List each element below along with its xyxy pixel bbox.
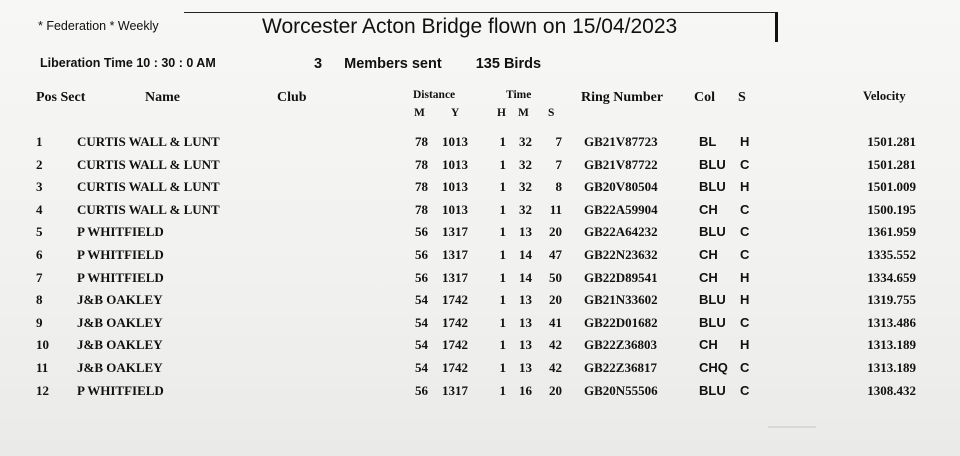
row-colour: CH — [699, 337, 718, 353]
row-time-h: 1 — [499, 292, 506, 308]
row-sex: H — [740, 292, 750, 308]
row-sex: C — [740, 156, 750, 172]
row-colour: BLU — [699, 314, 726, 330]
col-time: Time — [506, 89, 532, 101]
row-time-s: 41 — [549, 314, 562, 330]
row-time-s: 20 — [549, 224, 562, 240]
row-colour: CH — [699, 201, 718, 217]
table-row — [0, 202, 960, 224]
row-name: P WHITFIELD — [77, 247, 164, 262]
row-ring-number: GB22Z36817 — [584, 360, 657, 375]
row-distance-m: 54 — [415, 314, 428, 330]
row-time-m: 32 — [519, 134, 532, 149]
row-time-h: 1 — [499, 269, 506, 285]
row-position: 12 — [36, 382, 49, 398]
birds-count: 135 Birds — [475, 56, 542, 72]
row-velocity: 1334.659 — [867, 269, 916, 285]
row-name: J&B OAKLEY — [77, 292, 163, 308]
table-row — [0, 315, 960, 337]
row-velocity: 1335.552 — [867, 247, 916, 262]
row-distance-y: 1013 — [442, 201, 468, 217]
row-distance-m: 78 — [415, 179, 428, 195]
row-position: 2 — [36, 156, 43, 172]
row-time-h: 1 — [499, 201, 506, 217]
col-distance-y: Y — [451, 107, 460, 119]
col-sex: S — [738, 90, 746, 105]
table-row — [0, 337, 960, 359]
row-position: 8 — [36, 292, 43, 308]
row-velocity: 1501.009 — [867, 179, 916, 195]
row-colour: BLU — [699, 292, 726, 308]
scan-mark — [768, 426, 816, 428]
row-time-m: 13 — [519, 292, 532, 308]
row-sex: C — [740, 360, 750, 375]
row-time-m: 13 — [519, 314, 532, 330]
row-ring-number: GB22D01682 — [584, 314, 658, 330]
col-time-s: S — [548, 107, 555, 119]
row-velocity: 1313.189 — [867, 337, 916, 353]
row-name: J&B OAKLEY — [77, 314, 163, 330]
row-distance-m: 54 — [415, 292, 428, 308]
col-time-m: M — [518, 107, 529, 119]
row-time-s: 11 — [549, 201, 562, 217]
row-colour: BLU — [699, 156, 726, 172]
row-name: CURTIS WALL & LUNT — [77, 201, 220, 217]
row-time-h: 1 — [499, 337, 506, 353]
row-distance-m: 56 — [415, 382, 428, 398]
row-distance-m: 78 — [415, 201, 428, 217]
row-name: CURTIS WALL & LUNT — [77, 156, 220, 172]
row-ring-number: GB21V87722 — [584, 156, 658, 172]
row-position: 3 — [36, 179, 43, 195]
liberation-time: Liberation Time 10 : 30 : 0 AM — [40, 56, 216, 70]
row-time-h: 1 — [499, 156, 506, 172]
table-row — [0, 292, 960, 314]
row-distance-y: 1013 — [442, 179, 468, 195]
row-distance-y: 1742 — [442, 292, 468, 308]
table-row — [0, 247, 960, 269]
col-velocity: Velocity — [863, 89, 906, 103]
row-colour: BLU — [699, 382, 726, 398]
row-time-s: 7 — [555, 134, 562, 149]
row-velocity: 1313.189 — [867, 360, 916, 375]
row-time-h: 1 — [499, 179, 506, 195]
col-club: Club — [277, 90, 307, 105]
row-name: J&B OAKLEY — [77, 360, 163, 375]
row-distance-y: 1317 — [442, 269, 468, 285]
row-time-s: 50 — [549, 269, 562, 285]
table-row — [0, 157, 960, 179]
table-row — [0, 224, 960, 246]
row-distance-y: 1317 — [442, 247, 468, 262]
row-sex: H — [740, 179, 750, 195]
row-time-s: 8 — [555, 179, 562, 195]
row-colour: BLU — [699, 179, 726, 195]
table-row — [0, 360, 960, 382]
row-time-h: 1 — [499, 134, 506, 149]
row-time-m: 13 — [519, 224, 532, 240]
row-time-s: 42 — [549, 360, 562, 375]
row-distance-y: 1013 — [442, 134, 468, 149]
table-row — [0, 179, 960, 201]
table-row — [0, 134, 960, 156]
row-position: 7 — [36, 269, 43, 285]
row-distance-m: 78 — [415, 134, 428, 149]
row-velocity: 1319.755 — [867, 292, 916, 308]
row-ring-number: GB21N33602 — [584, 292, 658, 308]
row-distance-m: 56 — [415, 269, 428, 285]
row-velocity: 1501.281 — [867, 134, 916, 149]
row-time-m: 32 — [519, 201, 532, 217]
col-time-h: H — [497, 107, 506, 119]
row-name: J&B OAKLEY — [77, 337, 163, 353]
row-distance-y: 1317 — [442, 382, 468, 398]
row-colour: CHQ — [699, 360, 728, 375]
row-velocity: 1500.195 — [867, 201, 916, 217]
row-ring-number: GB22N23632 — [584, 247, 658, 262]
row-distance-m: 54 — [415, 337, 428, 353]
row-colour: CH — [699, 269, 718, 285]
row-time-m: 16 — [519, 382, 532, 398]
row-velocity: 1501.281 — [867, 156, 916, 172]
row-distance-y: 1742 — [442, 360, 468, 375]
row-name: P WHITFIELD — [77, 382, 164, 398]
row-time-h: 1 — [499, 314, 506, 330]
row-name: CURTIS WALL & LUNT — [77, 179, 220, 195]
row-distance-y: 1317 — [442, 224, 468, 240]
row-time-s: 42 — [549, 337, 562, 353]
col-distance: Distance — [413, 89, 456, 101]
row-position: 10 — [36, 337, 49, 353]
row-time-m: 14 — [519, 247, 532, 262]
row-sex: C — [740, 314, 750, 330]
row-distance-m: 78 — [415, 156, 428, 172]
col-ring-number: Ring Number — [581, 90, 664, 105]
row-distance-y: 1742 — [442, 314, 468, 330]
row-colour: CH — [699, 247, 718, 262]
row-position: 5 — [36, 224, 43, 240]
row-sex: C — [740, 382, 750, 398]
row-time-m: 14 — [519, 269, 532, 285]
table-row — [0, 383, 960, 405]
row-distance-m: 54 — [415, 360, 428, 375]
row-time-s: 20 — [549, 382, 562, 398]
col-colour: Col — [694, 90, 715, 105]
row-name: P WHITFIELD — [77, 269, 164, 285]
row-time-h: 1 — [499, 247, 506, 262]
federation-label: * Federation * Weekly — [38, 19, 159, 33]
row-ring-number: GB22D89541 — [584, 269, 658, 285]
row-sex: H — [740, 134, 750, 149]
row-time-h: 1 — [499, 382, 506, 398]
row-ring-number: GB20V80504 — [584, 179, 658, 195]
row-time-s: 7 — [555, 156, 562, 172]
row-sex: C — [740, 224, 750, 240]
col-distance-m: M — [414, 107, 425, 119]
row-ring-number: GB21V87723 — [584, 134, 658, 149]
members-count: 3 — [314, 56, 323, 72]
row-ring-number: GB22A59904 — [584, 201, 658, 217]
row-position: 4 — [36, 201, 43, 217]
row-sex: H — [740, 269, 750, 285]
row-position: 1 — [36, 134, 43, 149]
row-distance-m: 56 — [415, 224, 428, 240]
row-sex: C — [740, 201, 750, 217]
row-position: 6 — [36, 247, 43, 262]
row-distance-m: 56 — [415, 247, 428, 262]
row-time-m: 13 — [519, 360, 532, 375]
row-distance-y: 1013 — [442, 156, 468, 172]
row-name: CURTIS WALL & LUNT — [77, 134, 220, 149]
row-time-s: 47 — [549, 247, 562, 262]
row-position: 9 — [36, 314, 43, 330]
row-time-s: 20 — [549, 292, 562, 308]
race-title: Worcester Acton Bridge flown on 15/04/2023 — [262, 15, 678, 38]
row-time-h: 1 — [499, 360, 506, 375]
row-ring-number: GB20N55506 — [584, 382, 658, 398]
row-sex: H — [740, 337, 750, 353]
row-time-m: 32 — [519, 156, 532, 172]
row-colour: BLU — [699, 224, 726, 240]
col-name: Name — [145, 90, 180, 105]
row-distance-y: 1742 — [442, 337, 468, 353]
row-colour: BL — [699, 134, 717, 149]
row-position: 11 — [36, 360, 49, 375]
row-time-h: 1 — [499, 224, 506, 240]
table-row — [0, 270, 960, 292]
row-time-m: 32 — [519, 179, 532, 195]
row-velocity: 1361.959 — [867, 224, 916, 240]
row-name: P WHITFIELD — [77, 224, 164, 240]
row-sex: C — [740, 247, 750, 262]
col-pos-sect: Pos Sect — [36, 90, 86, 105]
members-sent — [314, 56, 541, 72]
members-label: Members sent — [344, 56, 442, 72]
row-time-m: 13 — [519, 337, 532, 353]
row-ring-number: GB22Z36803 — [584, 337, 657, 353]
row-ring-number: GB22A64232 — [584, 224, 658, 240]
row-velocity: 1313.486 — [867, 314, 916, 330]
row-velocity: 1308.432 — [867, 382, 916, 398]
